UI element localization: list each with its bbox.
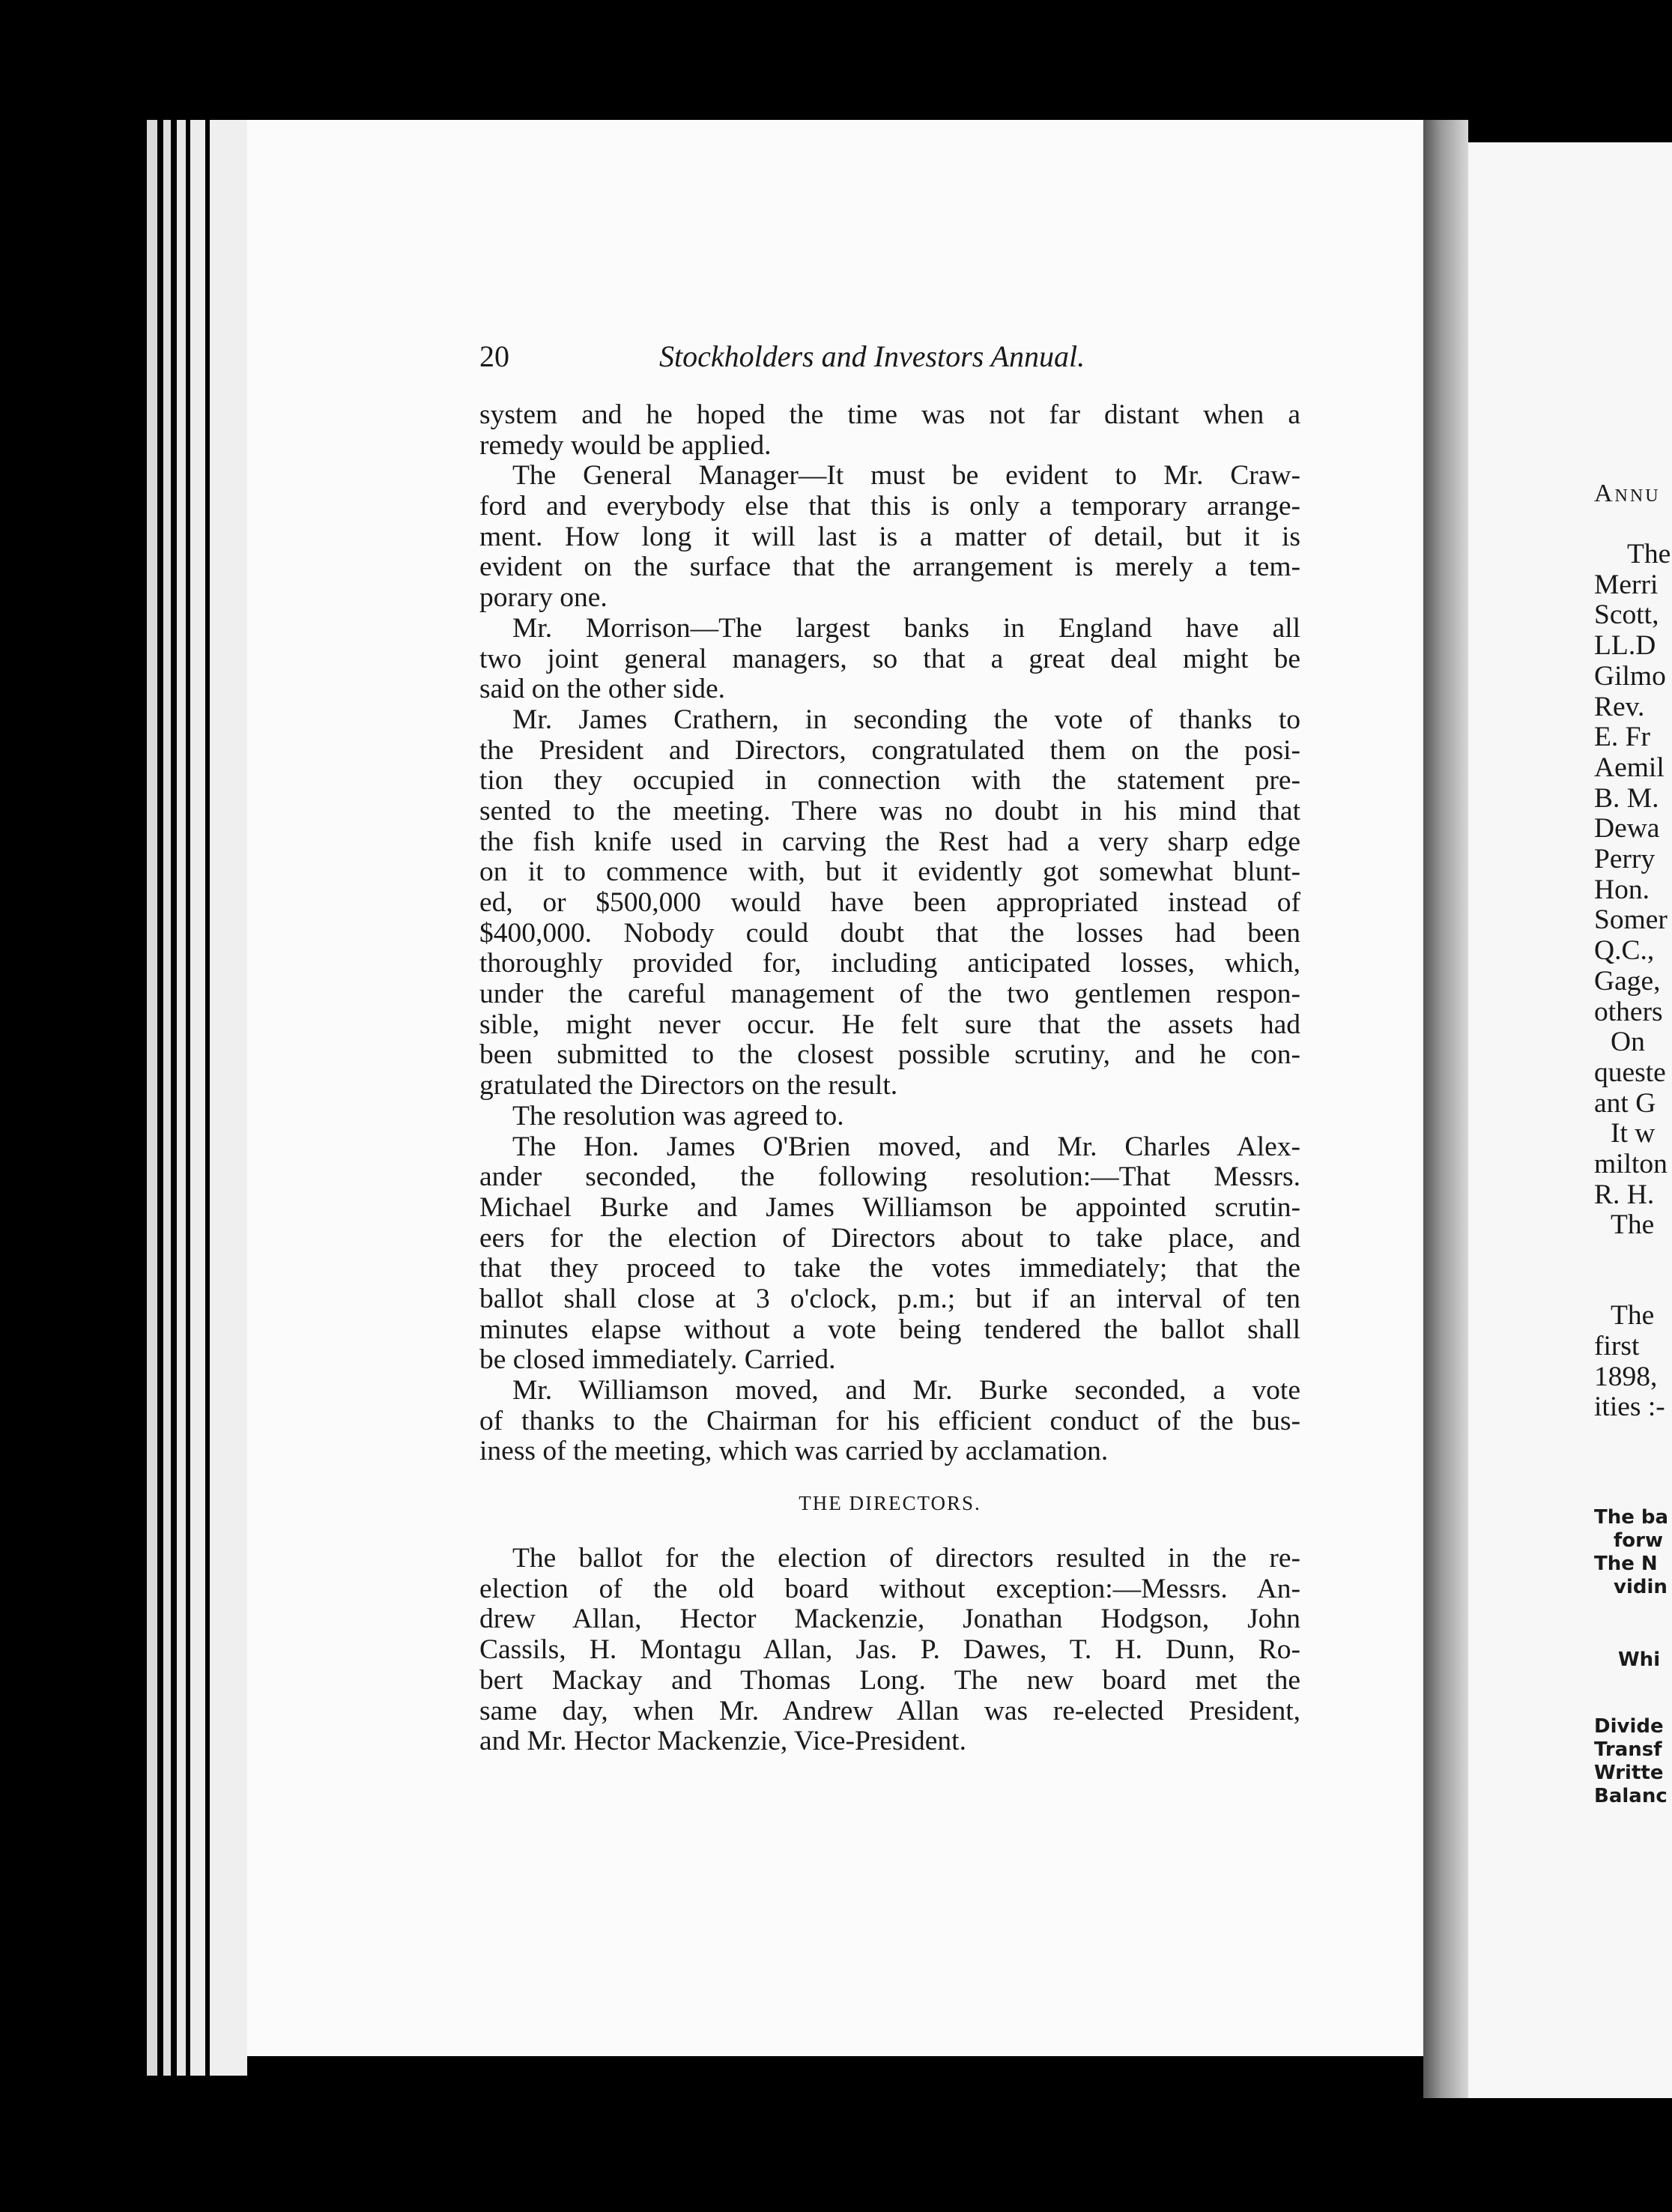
facing-page-text — [1594, 540, 1672, 1423]
facing-line: Somer — [1594, 904, 1668, 936]
facing-line: Aemil — [1594, 752, 1665, 783]
text-line: evident on the surface that the arrangement is merely a tem- — [479, 552, 1300, 583]
text-line: The resolution was agreed to. — [512, 1100, 844, 1131]
text-line: that they proceed to take the votes immediately; that the — [479, 1253, 1300, 1284]
text-line: and Mr. Hector Mackenzie, Vice-President. — [479, 1726, 966, 1757]
facing-line: The N — [1594, 1553, 1658, 1575]
text-line: porary one. — [479, 582, 608, 614]
facing-line: Divide — [1594, 1715, 1664, 1738]
facing-line: Dewa — [1594, 813, 1660, 844]
text-line: eers for the election of Directors about to take place, and — [479, 1222, 1300, 1254]
facing-page-title: Annu — [1594, 480, 1661, 507]
text-line: $400,000. Nobody could doubt that the losses had been — [479, 917, 1300, 949]
facing-line: Writte — [1594, 1762, 1664, 1784]
text-line: sible, might never occur. He felt sure that the assets had — [479, 1009, 1300, 1040]
text-line: said on the other side. — [479, 674, 726, 705]
text-line: The General Manager—It must be evident to Mr. Craw- — [512, 460, 1300, 492]
text-line: been submitted to the closest possible scrutiny, and he con- — [479, 1039, 1300, 1071]
text-line: on it to commence with, but it evidently got somewhat blunt- — [479, 856, 1300, 888]
page-edge-stack — [147, 120, 247, 2076]
facing-line: The — [1627, 540, 1671, 569]
facing-line: Rev. — [1594, 691, 1645, 722]
facing-line: vidin — [1614, 1576, 1668, 1598]
facing-line: milton — [1594, 1149, 1668, 1180]
page-gutter-shadow — [1423, 120, 1468, 2098]
text-line: ander seconded, the following resolution:—That Messrs. — [479, 1161, 1300, 1193]
facing-line: R. H. — [1594, 1179, 1655, 1210]
facing-line: Gage, — [1594, 965, 1661, 997]
facing-line: E. Fr — [1594, 722, 1650, 753]
text-line: election of the old board without exception:—Messrs. An- — [479, 1573, 1300, 1604]
facing-line: Scott, — [1594, 599, 1659, 631]
facing-line: ant G — [1594, 1087, 1656, 1119]
text-line: Michael Burke and James Williamson be appointed scrutin- — [479, 1191, 1300, 1223]
facing-page-table — [1594, 1506, 1672, 1808]
text-line: drew Allan, Hector Mackenzie, Jonathan Hodgson, John — [479, 1604, 1300, 1635]
text-line: The ballot for the election of directors resulted in the re- — [512, 1543, 1300, 1574]
text-line: Mr. Williamson moved, and Mr. Burke seconded, a vote — [512, 1375, 1300, 1406]
facing-line: Q.C., — [1594, 935, 1655, 967]
facing-line: Gilmo — [1594, 660, 1666, 692]
text-line: ford and everybody else that this is only a temporary arrange- — [479, 491, 1300, 522]
facing-line: Merri — [1594, 569, 1659, 600]
text-line: ment. How long it will last is a matter of detail, but it is — [479, 521, 1300, 552]
text-line: The Hon. James O'Brien moved, and Mr. Charles Alex- — [512, 1131, 1300, 1162]
text-line: thoroughly provided for, including anticipated losses, which, — [479, 948, 1300, 979]
facing-line: Balanc — [1594, 1785, 1668, 1807]
text-line: tion they occupied in connection with the statement pre- — [479, 765, 1300, 797]
facing-line: Whi — [1618, 1649, 1661, 1671]
facing-line: Perry — [1594, 844, 1656, 875]
text-line: remedy would be applied. — [479, 429, 772, 461]
page-number: 20 — [479, 339, 509, 373]
text-line: iness of the meeting, which was carried by acclamation. — [479, 1436, 1109, 1467]
text-line: Mr. James Crathern, in seconding the vote of thanks to — [512, 704, 1300, 735]
text-line: under the careful management of the two gentlemen respon- — [479, 979, 1300, 1010]
text-line: sented to the meeting. There was no doubt in his mind that — [479, 795, 1300, 827]
text-line: Cassils, H. Montagu Allan, Jas. P. Dawes, T. H. Dunn, Ro- — [479, 1634, 1300, 1666]
section-heading: THE DIRECTORS. — [799, 1492, 981, 1515]
facing-line: On — [1611, 1027, 1645, 1058]
text-line: minutes elapse without a vote being tendered the ballot shall — [479, 1314, 1300, 1345]
facing-line: The ba — [1594, 1506, 1669, 1529]
text-line: two joint general managers, so that a great deal might be — [479, 643, 1300, 674]
facing-line: The — [1611, 1300, 1655, 1332]
text-line: system and he hoped the time was not far distant when a — [479, 399, 1300, 430]
facing-line: Hon. — [1594, 874, 1650, 905]
facing-line: The — [1611, 1209, 1655, 1241]
facing-line: LL.D — [1594, 630, 1656, 662]
facing-line: 1898, — [1594, 1361, 1658, 1392]
text-line: the fish knife used in carving the Rest had a very sharp edge — [479, 826, 1300, 857]
text-line: Mr. Morrison—The largest banks in England have all — [512, 612, 1300, 644]
facing-line: others — [1594, 996, 1663, 1027]
facing-line: forw — [1614, 1529, 1664, 1552]
text-line: be closed immediately. Carried. — [479, 1344, 836, 1376]
facing-line: B. M. — [1594, 782, 1659, 814]
facing-line: queste — [1594, 1057, 1666, 1088]
facing-line: It w — [1611, 1118, 1656, 1149]
text-line: bert Mackay and Thomas Long. The new board met the — [479, 1664, 1300, 1696]
running-title: Stockholders and Investors Annual. — [659, 339, 1085, 373]
text-line: the President and Directors, congratulated them on the posi- — [479, 734, 1300, 766]
facing-line: first — [1594, 1330, 1640, 1362]
facing-line: Transf — [1594, 1738, 1662, 1761]
text-line: same day, when Mr. Andrew Allan was re-elected President, — [479, 1695, 1300, 1726]
text-line: of thanks to the Chairman for his efficient conduct of the bus- — [479, 1405, 1300, 1436]
text-line: ed, or $500,000 would have been appropriated instead of — [479, 887, 1300, 918]
text-line: ballot shall close at 3 o'clock, p.m.; but if an interval of ten — [479, 1283, 1300, 1314]
text-line: gratulated the Directors on the result. — [479, 1070, 898, 1102]
body-text — [479, 400, 1300, 1757]
facing-line: ities :- — [1594, 1391, 1665, 1423]
